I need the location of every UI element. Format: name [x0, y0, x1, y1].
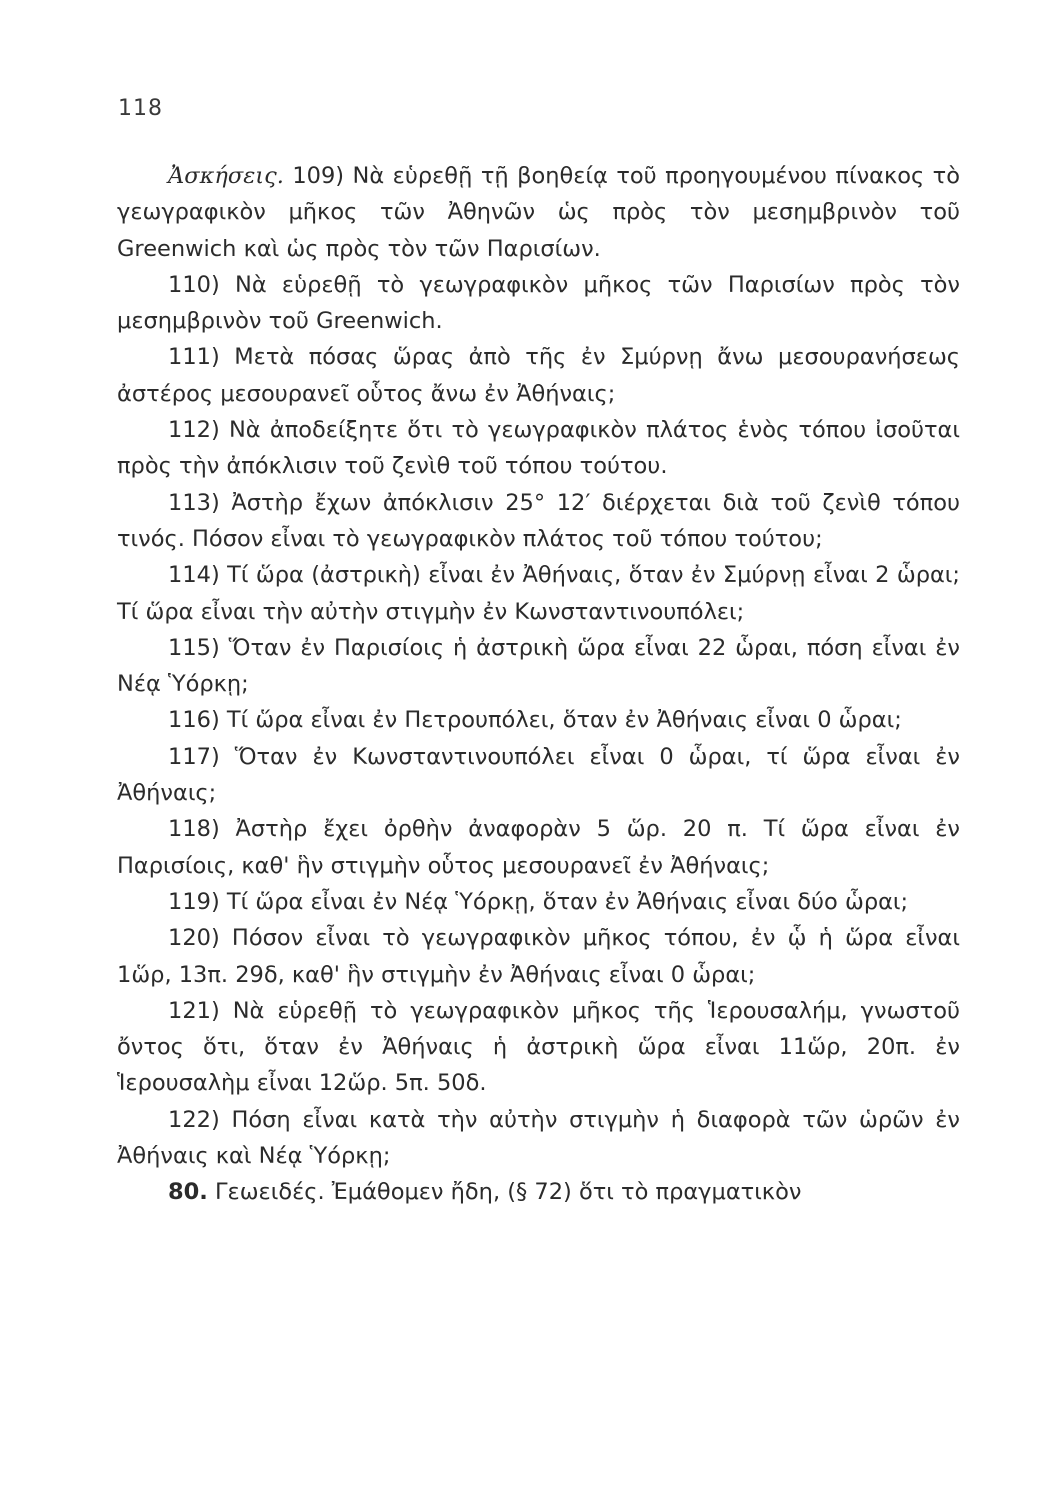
- exercise-122: 122) Πόση εἶναι κατὰ τὴν αὐτὴν στιγμὴν ἡ διαφορὰ τῶν ὡρῶν ἐν Ἀθήναις καὶ Νέᾳ Ὑόρκῃ;: [117, 1106, 960, 1170]
- exercise-119: 119) Τί ὥρα εἶναι ἐν Νέᾳ Ὑόρκῃ, ὅταν ἐν Ἀθήναις εἶναι δύο ὧραι;: [168, 888, 909, 915]
- exercise-109: [117, 158, 960, 267]
- exercise-116: 116) Τί ὥρα εἶναι ἐν Πετρουπόλει, ὅταν ἐν Ἀθήναις εἶναι 0 ὧραι;: [168, 707, 902, 734]
- exercise-112: 112) Νὰ ἀποδείξητε ὅτι τὸ γεωγραφικὸν πλάτος ἑνὸς τόπου ἰσοῦται πρὸς τὴν ἀπόκλισιν τοῦ ζενὶθ τοῦ τόπου τούτου.: [117, 417, 960, 480]
- section-title: Γεωειδές.: [215, 1179, 325, 1206]
- exercise-110: 110) Νὰ εὑρεθῇ τὸ γεωγραφικὸν μῆκος τῶν Παρισίων πρὸς τὸν μεσημβρινὸν τοῦ Greenwich.: [117, 271, 960, 335]
- section-80: [117, 1174, 960, 1210]
- exercise-118: 118) Ἀστὴρ ἔχει ὀρθὴν ἀναφορὰν 5 ὥρ. 20 π. Τί ὥρα εἶναι ἐν Παρισίοις, καθ' ἣν στιγμὴν οὗτος μεσουρανεῖ ἐν Ἀθήναις;: [117, 816, 960, 879]
- exercise-120: 120) Πόσον εἶναι τὸ γεωγραφικὸν μῆκος τόπου, ἐν ᾧ ἡ ὥρα εἶναι 1ὥρ, 13π. 29δ, καθ' ἣν στιγμὴν ἐν Ἀθήναις εἶναι 0 ὧραι;: [117, 925, 960, 988]
- exercise-117: 117) Ὅταν ἐν Κωνσταντινουπόλει εἶναι 0 ὧραι, τί ὥρα εἶναι ἐν Ἀθήναις;: [117, 743, 960, 807]
- exercise-113: 113) Ἀστὴρ ἔχων ἀπόκλισιν 25° 12′ διέρχεται διὰ τοῦ ζενὶθ τόπου τινός. Πόσον εἶναι τὸ γεωγραφικὸν πλάτος τοῦ τόπου τούτου;: [117, 489, 960, 552]
- exercise-115: 115) Ὅταν ἐν Παρισίοις ἡ ἀστρικὴ ὥρα εἶναι 22 ὧραι, πόση εἶναι ἐν Νέᾳ Ὑόρκῃ;: [117, 634, 960, 698]
- exercise-111: 111) Μετὰ πόσας ὥρας ἀπὸ τῆς ἐν Σμύρνῃ ἄνω μεσουρανήσεως ἀστέρος μεσουρανεῖ οὗτος ἄνω ἐν Ἀθήναις;: [117, 344, 960, 407]
- section-text: Ἐμάθομεν ἤδη, (§ 72) ὅτι τὸ πραγματικὸν: [331, 1179, 802, 1206]
- page-number: 118: [118, 96, 163, 121]
- exercises-heading: Ἀσκήσεις.: [168, 163, 284, 189]
- exercise-text: 109) Νὰ εὑρεθῇ τῇ βοηθείᾳ τοῦ προηγουμένου πίνακος τὸ γεωγραφικὸν μῆκος τῶν Ἀθηνῶν ὡς πρὸς τὸν μεσημβρινὸν τοῦ Greenwich καὶ ὡς πρὸς τὸν τῶν Παρισίων.: [117, 163, 960, 262]
- exercise-121: 121) Νὰ εὑρεθῇ τὸ γεωγραφικὸν μῆκος τῆς Ἱερουσαλήμ, γνωστοῦ ὄντος ὅτι, ὅταν ἐν Ἀθήναις ἡ ἀστρικὴ ὥρα εἶναι 11ὥρ, 20π. ἐν Ἱερουσαλὴμ εἶναι 12ὥρ. 5π. 50δ.: [117, 997, 960, 1097]
- page-text: [117, 158, 960, 1211]
- section-number: 80.: [168, 1179, 208, 1206]
- exercise-114: 114) Τί ὥρα (ἀστρικὴ) εἶναι ἐν Ἀθήναις, ὅταν ἐν Σμύρνῃ εἶναι 2 ὧραι; Τί ὥρα εἶναι τὴν αὐτὴν στιγμὴν ἐν Κωνσταντινουπόλει;: [117, 562, 960, 625]
